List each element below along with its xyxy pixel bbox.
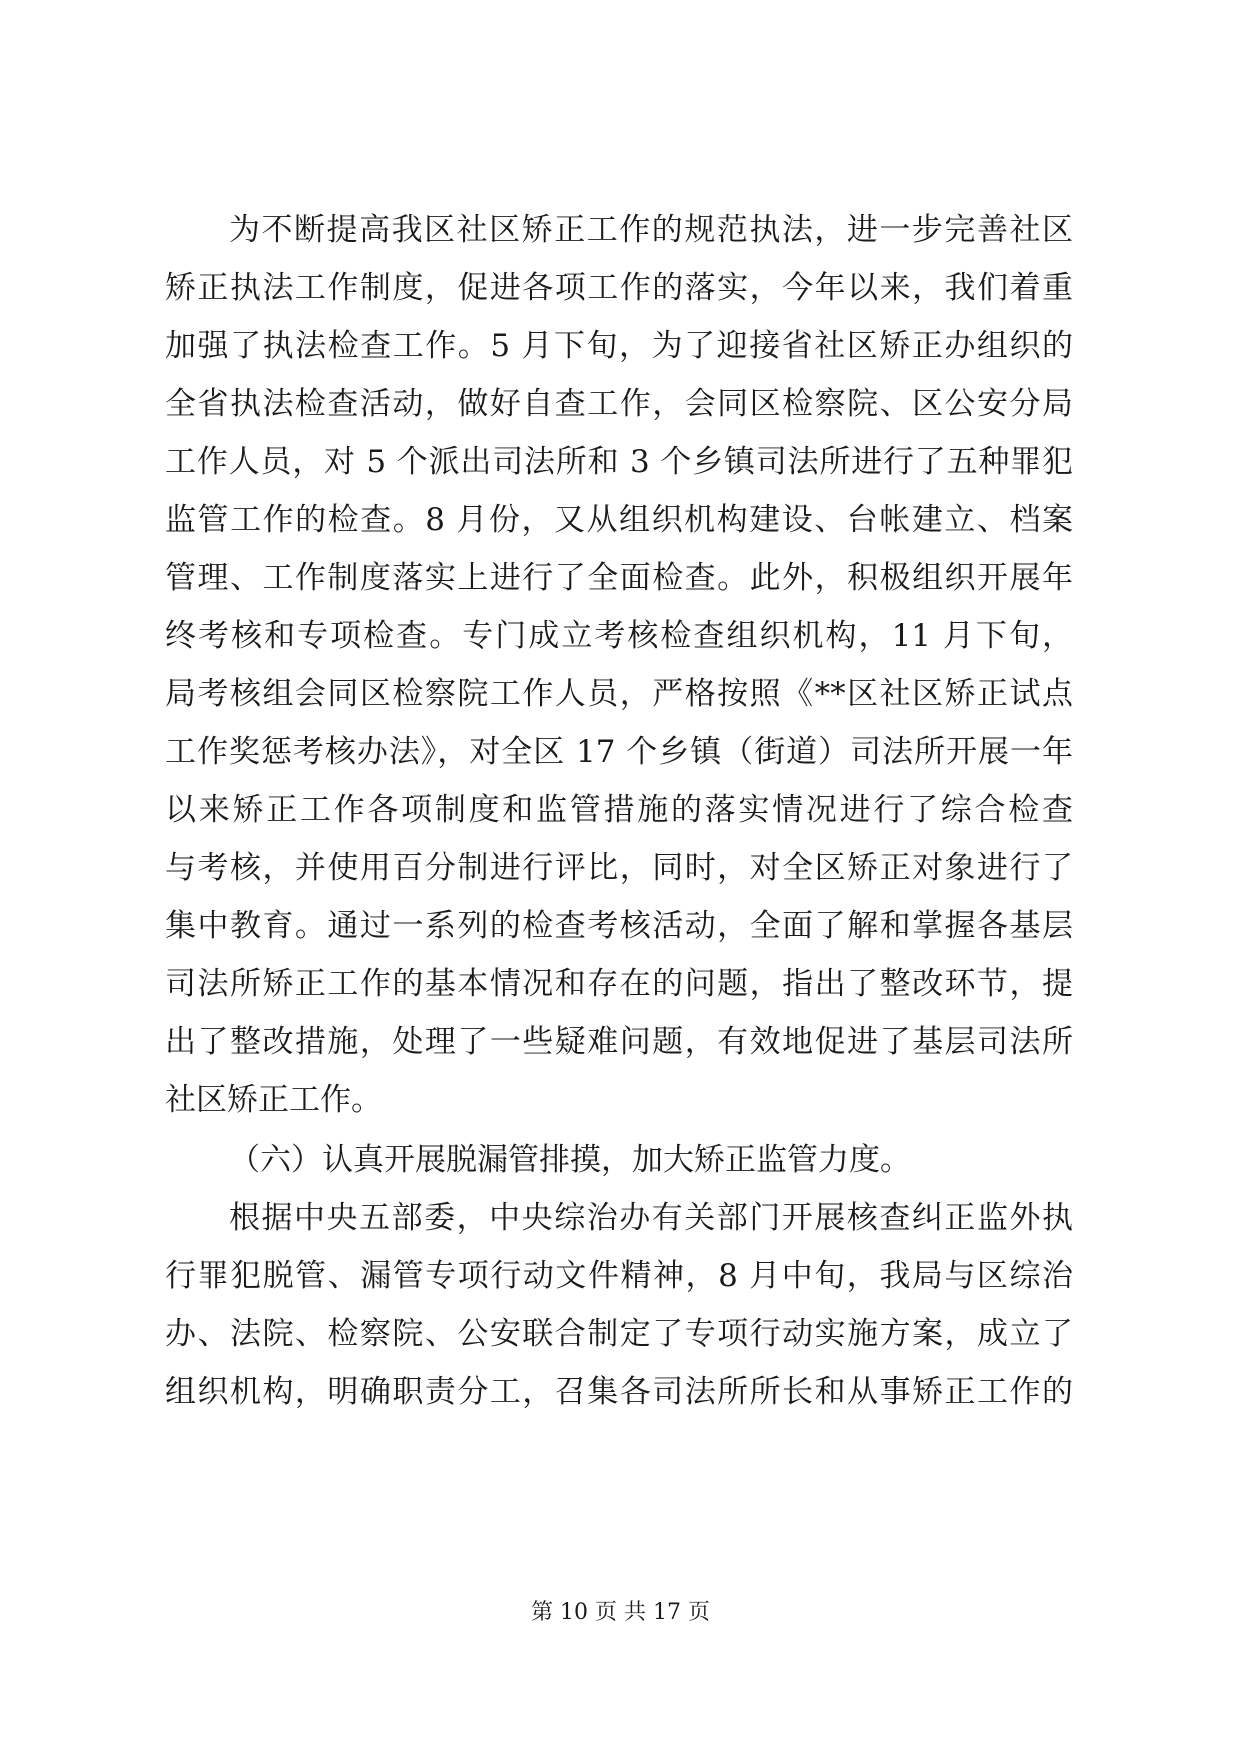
paragraph-line: 社区矫正工作。 (165, 1082, 382, 1118)
paragraph-line: 加强了执法检查工作。5 月下旬，为了迎接省社区矫正办组织的 (165, 328, 1073, 364)
paragraph-line: 矫正执法工作制度，促进各项工作的落实，今年以来，我们着重 (165, 270, 1073, 306)
section-heading: （六）认真开展脱漏管排摸，加大矫正监管力度。 (229, 1142, 911, 1178)
paragraph-line: 集中教育。通过一系列的检查考核活动，全面了解和掌握各基层 (165, 908, 1073, 944)
paragraph-line: 组织机构，明确职责分工，召集各司法所所长和从事矫正工作的 (165, 1374, 1073, 1410)
paragraph-line: 监管工作的检查。8 月份，又从组织机构建设、台帐建立、档案 (165, 502, 1073, 538)
paragraph-line: 根据中央五部委，中央综治办有关部门开展核查纠正监外执 (229, 1200, 1073, 1236)
paragraph-line: 管理、工作制度落实上进行了全面检查。此外，积极组织开展年 (165, 560, 1073, 596)
paragraph-line: 局考核组会同区检察院工作人员，严格按照《**区社区矫正试点 (165, 676, 1073, 712)
paragraph-line: 终考核和专项检查。专门成立考核检查组织机构，11 月下旬， (165, 618, 1073, 654)
paragraph-line: 全省执法检查活动，做好自查工作，会同区检察院、区公安分局 (165, 386, 1073, 422)
paragraph-line: 工作奖惩考核办法》，对全区 17 个乡镇（街道）司法所开展一年 (165, 734, 1073, 770)
paragraph-line: 为不断提高我区社区矫正工作的规范执法，进一步完善社区 (229, 212, 1073, 248)
paragraph-line: 与考核，并使用百分制进行评比，同时，对全区矫正对象进行了 (165, 850, 1073, 886)
page-number: 第 10 页 共 17 页 (531, 1600, 710, 1625)
paragraph-line: 行罪犯脱管、漏管专项行动文件精神，8 月中旬，我局与区综治 (165, 1258, 1073, 1294)
paragraph-line: 以来矫正工作各项制度和监管措施的落实情况进行了综合检查 (165, 792, 1073, 828)
paragraph-line: 办、法院、检察院、公安联合制定了专项行动实施方案，成立了 (165, 1316, 1073, 1352)
paragraph-line: 出了整改措施，处理了一些疑难问题，有效地促进了基层司法所 (165, 1024, 1073, 1060)
paragraph-line: 工作人员，对 5 个派出司法所和 3 个乡镇司法所进行了五种罪犯 (165, 444, 1073, 480)
paragraph-line: 司法所矫正工作的基本情况和存在的问题，指出了整改环节，提 (165, 966, 1073, 1002)
